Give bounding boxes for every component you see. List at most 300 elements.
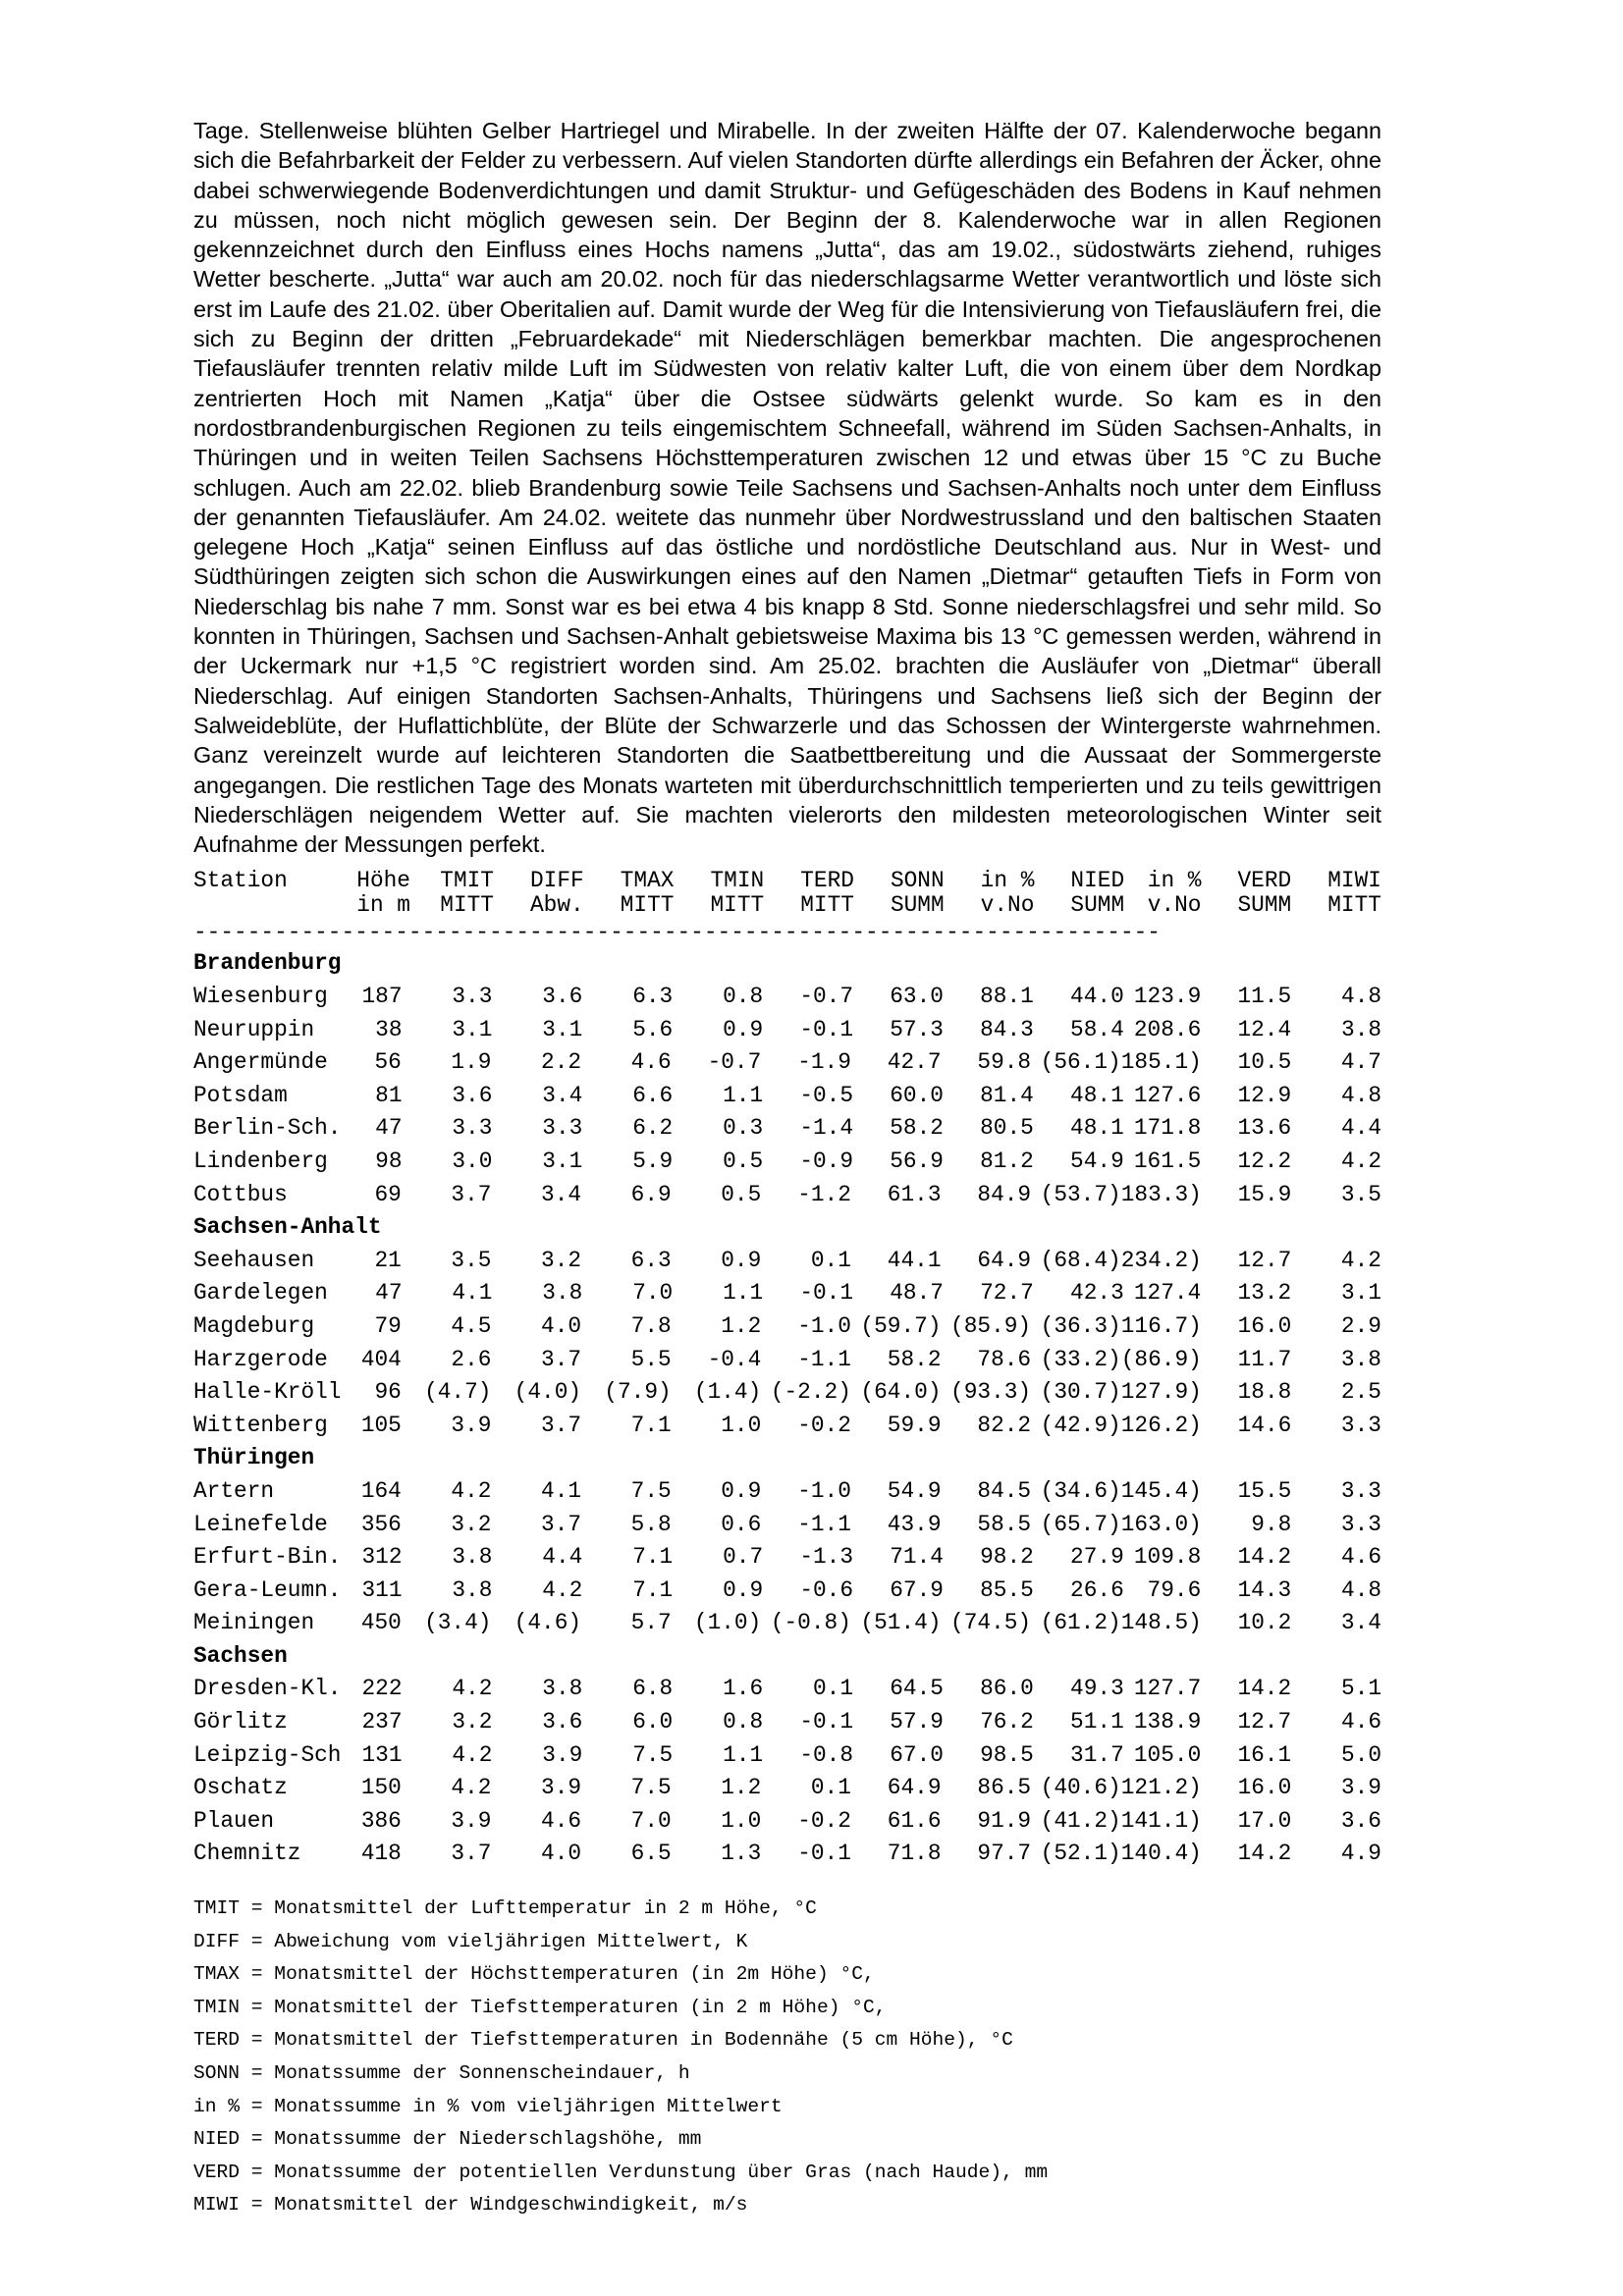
row-cell-3: 3.8	[542, 1280, 583, 1307]
row-cell-5: 1.1	[723, 1280, 764, 1307]
row-cell-7: 59.9	[887, 1412, 942, 1438]
legend-line: SONN = Monatssumme der Sonnenscheindauer, h	[193, 2062, 690, 2085]
header-1-cell-10: in %	[1147, 868, 1202, 894]
row-cell-6: -1.3	[799, 1544, 854, 1571]
legend-line: VERD = Monatssumme der potentiellen Verdunstung über Gras (nach Haude), mm	[193, 2161, 1049, 2183]
header-2-cell-3: Abw.	[530, 892, 584, 919]
row-cell-3: 4.4	[542, 1544, 583, 1571]
row-cell-10: 138.9	[1133, 1709, 1202, 1735]
table-row	[193, 1805, 1381, 1839]
table-row	[193, 1838, 1381, 1871]
row-cell-0: Leipzig-Sch	[193, 1741, 342, 1768]
header-2-cell-8: v.No	[980, 892, 1035, 919]
row-cell-11: 17.0	[1237, 1807, 1292, 1834]
row-cell-9: (33.2)	[1040, 1346, 1121, 1372]
row-cell-2: 4.2	[452, 1741, 493, 1768]
row-cell-3: 3.4	[542, 1082, 583, 1108]
table-row	[193, 1706, 1381, 1739]
row-cell-1: 386	[360, 1807, 402, 1834]
row-cell-10: 208.6	[1133, 1016, 1202, 1042]
row-cell-0: Potsdam	[193, 1082, 288, 1108]
table-header-row-2	[193, 893, 1381, 918]
row-cell-9: 58.4	[1070, 1016, 1124, 1042]
row-cell-5: 0.5	[723, 1148, 764, 1174]
row-cell-1: 237	[361, 1709, 403, 1735]
row-cell-7: 67.9	[890, 1576, 944, 1603]
row-cell-10: 141.1)	[1120, 1807, 1202, 1834]
row-cell-1: 105	[360, 1412, 402, 1438]
header-1-cell-9: NIED	[1070, 868, 1125, 894]
row-cell-4: 5.5	[630, 1346, 672, 1372]
row-cell-5: 1.1	[723, 1741, 764, 1768]
row-cell-7: 63.0	[890, 984, 944, 1010]
row-cell-5: (1.0)	[693, 1610, 762, 1636]
row-cell-2: 1.9	[451, 1049, 492, 1076]
row-cell-9: 49.3	[1070, 1676, 1124, 1702]
table-row	[193, 1080, 1381, 1113]
row-cell-8: 88.1	[980, 984, 1034, 1010]
legend-line: MIWI = Monatsmittel der Windgeschwindigkeit, m/s	[193, 2194, 748, 2216]
row-cell-1: 96	[374, 1379, 402, 1406]
row-cell-3: 4.1	[541, 1477, 582, 1504]
row-cell-11: 11.7	[1237, 1346, 1292, 1372]
row-cell-11: 14.6	[1237, 1412, 1292, 1438]
row-cell-0: Erfurt-Bin.	[193, 1544, 342, 1571]
row-cell-1: 69	[374, 1181, 402, 1207]
row-cell-8: (74.5)	[950, 1610, 1032, 1636]
row-cell-4: 6.3	[630, 1247, 672, 1273]
row-cell-6: -1.1	[797, 1346, 851, 1372]
row-cell-5: 1.3	[721, 1841, 762, 1867]
row-cell-10: 161.5	[1133, 1148, 1202, 1174]
row-cell-11: 13.2	[1237, 1280, 1292, 1307]
row-cell-2: 4.2	[452, 1676, 493, 1702]
row-cell-8: 81.2	[980, 1148, 1034, 1174]
header-1-cell-3: DIFF	[530, 868, 584, 894]
row-cell-0: Lindenberg	[193, 1148, 328, 1174]
row-cell-6: -0.9	[799, 1148, 854, 1174]
row-cell-4: 7.5	[630, 1477, 672, 1504]
row-cell-5: 0.3	[723, 1115, 764, 1142]
row-cell-1: 38	[375, 1016, 403, 1042]
row-cell-7: 48.7	[890, 1280, 944, 1307]
row-cell-1: 404	[360, 1346, 402, 1372]
header-1-cell-8: in %	[980, 868, 1035, 894]
row-cell-2: 3.9	[451, 1807, 492, 1834]
row-cell-4: 5.8	[630, 1511, 672, 1537]
table-row	[193, 981, 1381, 1014]
legend-line: in % = Monatssumme in % vom vieljährigen Mittelwert	[193, 2095, 783, 2117]
document-page	[193, 116, 1381, 2222]
row-cell-4: 7.1	[632, 1544, 674, 1571]
row-cell-5: 0.9	[721, 1477, 762, 1504]
row-cell-9: 48.1	[1070, 1115, 1124, 1142]
row-cell-4: 6.6	[632, 1082, 674, 1108]
row-cell-6: -0.5	[799, 1082, 854, 1108]
row-cell-4: 7.8	[630, 1312, 672, 1339]
row-cell-7: 58.2	[887, 1346, 942, 1372]
row-cell-4: 5.6	[632, 1016, 674, 1042]
row-cell-11: 12.7	[1237, 1247, 1292, 1273]
row-cell-12: 4.6	[1341, 1709, 1382, 1735]
row-cell-2: 3.7	[451, 1841, 492, 1867]
row-cell-9: (65.7)	[1040, 1511, 1121, 1537]
row-cell-11: 14.3	[1237, 1576, 1292, 1603]
header-1-cell-1: Höhe	[356, 868, 410, 894]
row-cell-2: 3.1	[452, 1016, 493, 1042]
row-cell-10: 148.5)	[1120, 1610, 1202, 1636]
row-cell-12: 2.9	[1340, 1312, 1381, 1339]
row-cell-10: 105.0	[1133, 1741, 1202, 1768]
row-cell-2: 4.2	[451, 1775, 492, 1801]
row-cell-12: 3.9	[1340, 1775, 1381, 1801]
row-cell-1: 79	[374, 1312, 402, 1339]
row-cell-5: 1.0	[721, 1412, 762, 1438]
row-cell-0: Görlitz	[193, 1709, 288, 1735]
region-heading: Sachsen	[193, 1642, 288, 1669]
row-cell-2: 3.8	[452, 1576, 493, 1603]
row-cell-2: (3.4)	[424, 1610, 492, 1636]
row-cell-11: 16.0	[1237, 1775, 1292, 1801]
table-row	[193, 1575, 1381, 1608]
row-cell-4: (7.9)	[604, 1379, 672, 1406]
row-cell-12: 3.3	[1340, 1412, 1381, 1438]
row-cell-12: 3.3	[1340, 1511, 1381, 1537]
table-header-row-1	[193, 869, 1381, 893]
row-cell-9: (52.1)	[1040, 1841, 1121, 1867]
weather-table	[193, 869, 1381, 1871]
row-cell-7: 57.3	[890, 1016, 944, 1042]
row-cell-0: Artern	[193, 1477, 275, 1504]
row-cell-4: 6.3	[632, 984, 674, 1010]
row-cell-1: 418	[360, 1841, 402, 1867]
row-cell-2: 3.2	[452, 1709, 493, 1735]
row-cell-0: Leinefelde	[193, 1511, 328, 1537]
row-cell-4: 6.2	[632, 1115, 674, 1142]
row-cell-8: 85.5	[980, 1576, 1034, 1603]
header-2-cell-2: MITT	[440, 892, 494, 919]
row-cell-2: 2.6	[451, 1346, 492, 1372]
row-cell-3: 4.0	[541, 1841, 582, 1867]
table-row	[193, 1772, 1381, 1805]
row-cell-9: (30.7)	[1040, 1379, 1121, 1406]
table-row	[193, 1410, 1381, 1443]
row-cell-10: 109.8	[1133, 1544, 1202, 1571]
row-cell-11: 11.5	[1237, 984, 1292, 1010]
header-2-cell-5: MITT	[710, 892, 765, 919]
row-cell-6: -0.2	[797, 1807, 851, 1834]
header-2-cell-10: v.No	[1147, 892, 1202, 919]
row-cell-11: 9.8	[1251, 1511, 1292, 1537]
legend-line: TERD = Monatsmittel der Tiefsttemperaturen in Bodennähe (5 cm Höhe), °C	[193, 2029, 1013, 2052]
row-cell-11: 12.7	[1237, 1709, 1292, 1735]
table-row	[193, 1277, 1381, 1310]
row-cell-4: 6.9	[630, 1181, 672, 1207]
table-row	[193, 1344, 1381, 1377]
row-cell-11: 16.0	[1237, 1312, 1292, 1339]
row-cell-9: (36.3)	[1040, 1312, 1121, 1339]
row-cell-5: 1.6	[723, 1676, 764, 1702]
row-cell-8: 78.6	[977, 1346, 1032, 1372]
row-cell-3: 2.2	[541, 1049, 582, 1076]
row-cell-7: 58.2	[890, 1115, 944, 1142]
row-cell-4: 6.8	[632, 1676, 674, 1702]
row-cell-6: -0.2	[797, 1412, 851, 1438]
row-cell-3: 3.8	[542, 1676, 583, 1702]
region-heading: Brandenburg	[193, 950, 342, 977]
row-cell-6: -0.7	[799, 984, 854, 1010]
row-cell-10: 126.2)	[1120, 1412, 1202, 1438]
row-cell-6: -0.6	[799, 1576, 854, 1603]
row-cell-7: 61.3	[887, 1181, 942, 1207]
row-cell-8: 76.2	[980, 1709, 1034, 1735]
row-cell-9: (40.6)	[1040, 1775, 1121, 1801]
row-cell-8: 86.0	[980, 1676, 1034, 1702]
row-cell-3: 3.2	[541, 1247, 582, 1273]
table-row	[193, 1146, 1381, 1179]
row-cell-1: 150	[360, 1775, 402, 1801]
header-1-cell-7: SONN	[890, 868, 945, 894]
row-cell-12: 4.4	[1341, 1115, 1382, 1142]
header-2-cell-12: MITT	[1327, 892, 1381, 919]
header-1-cell-5: TMIN	[710, 868, 765, 894]
table-row	[193, 1376, 1381, 1410]
row-cell-1: 47	[375, 1115, 403, 1142]
row-cell-10: 183.3)	[1120, 1181, 1202, 1207]
row-cell-11: 15.5	[1237, 1477, 1292, 1504]
row-cell-4: 4.6	[630, 1049, 672, 1076]
row-cell-2: 3.7	[451, 1181, 492, 1207]
row-cell-8: 97.7	[977, 1841, 1032, 1867]
row-cell-5: 0.7	[723, 1544, 764, 1571]
row-cell-8: 59.8	[977, 1049, 1032, 1076]
row-cell-12: 4.6	[1341, 1544, 1382, 1571]
row-cell-7: 54.9	[887, 1477, 942, 1504]
row-cell-5: 1.1	[723, 1082, 764, 1108]
row-cell-4: 7.1	[630, 1412, 672, 1438]
row-cell-0: Cottbus	[193, 1181, 288, 1207]
table-header	[193, 869, 1381, 918]
row-cell-4: 5.9	[632, 1148, 674, 1174]
row-cell-2: 3.8	[452, 1544, 493, 1571]
row-cell-7: 44.1	[887, 1247, 942, 1273]
table-row	[193, 1245, 1381, 1278]
row-cell-7: 67.0	[890, 1741, 944, 1768]
header-1-cell-11: VERD	[1237, 868, 1292, 894]
row-cell-2: 3.2	[451, 1511, 492, 1537]
legend-line: DIFF = Abweichung vom vieljährigen Mittelwert, K	[193, 1930, 748, 1952]
row-cell-6: -0.1	[799, 1280, 854, 1307]
row-cell-6: -1.0	[797, 1312, 851, 1339]
table-row	[193, 1509, 1381, 1542]
row-cell-11: 18.8	[1237, 1379, 1292, 1406]
row-cell-11: 12.2	[1237, 1148, 1292, 1174]
row-cell-5: 0.5	[721, 1181, 762, 1207]
row-cell-6: -1.1	[797, 1511, 851, 1537]
header-2-cell-1: in m	[356, 892, 410, 919]
row-cell-7: (51.4)	[860, 1610, 942, 1636]
row-cell-3: 3.9	[541, 1775, 582, 1801]
row-cell-3: 3.3	[542, 1115, 583, 1142]
row-cell-8: 72.7	[980, 1280, 1034, 1307]
row-cell-12: 3.6	[1340, 1807, 1381, 1834]
row-cell-11: 12.4	[1237, 1016, 1292, 1042]
row-cell-3: 3.7	[541, 1346, 582, 1372]
row-cell-4: 6.5	[630, 1841, 672, 1867]
row-cell-0: Plauen	[193, 1807, 275, 1834]
row-cell-8: 82.2	[977, 1412, 1032, 1438]
header-2-cell-4: MITT	[620, 892, 675, 919]
row-cell-10: 127.7	[1133, 1676, 1202, 1702]
row-cell-6: (-2.2)	[770, 1379, 851, 1406]
row-cell-8: (85.9)	[950, 1312, 1032, 1339]
row-cell-10: 79.6	[1147, 1576, 1202, 1603]
row-cell-8: 58.5	[977, 1511, 1032, 1537]
header-1-cell-2: TMIT	[440, 868, 494, 894]
row-cell-2: 3.3	[452, 1115, 493, 1142]
row-cell-9: (56.1)	[1040, 1049, 1121, 1076]
row-cell-11: 13.6	[1237, 1115, 1292, 1142]
row-cell-0: Gera-Leumn.	[193, 1576, 342, 1603]
row-cell-0: Halle-Kröll	[193, 1379, 342, 1406]
row-cell-10: 127.4	[1133, 1280, 1202, 1307]
row-cell-5: 0.9	[721, 1247, 762, 1273]
row-cell-6: 0.1	[813, 1676, 854, 1702]
row-cell-9: (34.6)	[1040, 1477, 1121, 1504]
row-cell-7: 57.9	[890, 1709, 944, 1735]
row-cell-10: 127.9)	[1120, 1379, 1202, 1406]
row-cell-8: 84.9	[977, 1181, 1032, 1207]
row-cell-2: 3.3	[452, 984, 493, 1010]
table-row	[193, 1673, 1381, 1706]
row-cell-0: Wiesenburg	[193, 984, 328, 1010]
row-cell-0: Oschatz	[193, 1775, 288, 1801]
legend	[193, 1893, 1381, 2222]
header-1-cell-4: TMAX	[620, 868, 675, 894]
row-cell-6: -1.4	[799, 1115, 854, 1142]
row-cell-1: 187	[361, 984, 403, 1010]
row-cell-8: 86.5	[977, 1775, 1032, 1801]
row-cell-3: 3.6	[542, 1709, 583, 1735]
table-row	[193, 1475, 1381, 1509]
row-cell-12: 3.4	[1340, 1610, 1381, 1636]
row-cell-8: 98.5	[980, 1741, 1034, 1768]
row-cell-1: 312	[361, 1544, 403, 1571]
row-cell-0: Berlin-Sch.	[193, 1115, 342, 1142]
header-1-cell-6: TERD	[800, 868, 854, 894]
row-cell-11: 10.5	[1237, 1049, 1292, 1076]
row-cell-11: 15.9	[1237, 1181, 1292, 1207]
row-cell-2: 4.5	[451, 1312, 492, 1339]
region-heading: Sachsen-Anhalt	[193, 1214, 382, 1241]
table-row	[193, 1541, 1381, 1575]
row-cell-9: (61.2)	[1040, 1610, 1121, 1636]
row-cell-11: 14.2	[1237, 1841, 1292, 1867]
row-cell-6: (-0.8)	[770, 1610, 851, 1636]
row-cell-8: 81.4	[980, 1082, 1034, 1108]
row-cell-0: Meiningen	[193, 1610, 315, 1636]
header-2-cell-0	[193, 893, 356, 918]
row-cell-0: Chemnitz	[193, 1841, 301, 1867]
header-1-cell-12: MIWI	[1327, 868, 1381, 894]
row-cell-7: (64.0)	[860, 1379, 942, 1406]
row-cell-12: 3.8	[1341, 1016, 1382, 1042]
row-cell-2: 3.9	[451, 1412, 492, 1438]
legend-line: TMIT = Monatsmittel der Lufttemperatur in 2 m Höhe, °C	[193, 1897, 817, 1920]
row-cell-0: Seehausen	[193, 1247, 315, 1273]
row-cell-10: 185.1)	[1120, 1049, 1202, 1076]
row-cell-12: 2.5	[1340, 1379, 1381, 1406]
row-cell-9: 26.6	[1070, 1576, 1124, 1603]
row-cell-7: 64.9	[887, 1775, 942, 1801]
row-cell-9: 31.7	[1070, 1741, 1124, 1768]
row-cell-8: (93.3)	[950, 1379, 1032, 1406]
row-cell-1: 311	[361, 1576, 403, 1603]
row-cell-9: (42.9)	[1040, 1412, 1121, 1438]
row-cell-5: 0.9	[723, 1576, 764, 1603]
row-cell-9: 27.9	[1070, 1544, 1124, 1571]
row-cell-6: -0.8	[799, 1741, 854, 1768]
row-cell-6: -0.1	[797, 1841, 851, 1867]
row-cell-9: (41.2)	[1040, 1807, 1121, 1834]
row-cell-6: -1.9	[797, 1049, 851, 1076]
row-cell-0: Harzgerode	[193, 1346, 328, 1372]
table-row	[193, 1112, 1381, 1146]
row-cell-7: 64.5	[890, 1676, 944, 1702]
row-cell-6: -1.0	[797, 1477, 851, 1504]
row-cell-0: Magdeburg	[193, 1312, 315, 1339]
row-cell-8: 91.9	[977, 1807, 1032, 1834]
row-cell-1: 21	[374, 1247, 402, 1273]
row-cell-7: 71.8	[887, 1841, 942, 1867]
row-cell-10: (86.9)	[1120, 1346, 1202, 1372]
table-row	[193, 1607, 1381, 1640]
legend-line: TMAX = Monatsmittel der Höchsttemperaturen (in 2m Höhe) °C,	[193, 1963, 875, 1986]
row-cell-11: 10.2	[1237, 1610, 1292, 1636]
row-cell-1: 164	[360, 1477, 402, 1504]
row-cell-4: 7.0	[632, 1280, 674, 1307]
region-heading: Thüringen	[193, 1445, 315, 1471]
table-row	[193, 1046, 1381, 1080]
row-cell-5: (1.4)	[693, 1379, 762, 1406]
row-cell-3: 3.1	[542, 1016, 583, 1042]
row-cell-1: 131	[361, 1741, 403, 1768]
row-cell-9: 48.1	[1070, 1082, 1124, 1108]
row-cell-8: 84.5	[977, 1477, 1032, 1504]
row-cell-12: 5.1	[1341, 1676, 1382, 1702]
row-cell-12: 3.1	[1341, 1280, 1382, 1307]
row-cell-3: 3.7	[541, 1412, 582, 1438]
row-cell-12: 3.3	[1340, 1477, 1381, 1504]
row-cell-7: 71.4	[890, 1544, 944, 1571]
header-2-cell-6: MITT	[800, 892, 854, 919]
legend-line: TMIN = Monatsmittel der Tiefsttemperaturen (in 2 m Höhe) °C,	[193, 1996, 887, 2018]
row-cell-9: 51.1	[1070, 1709, 1124, 1735]
table-row	[193, 1310, 1381, 1344]
header-1-cell-0: Station	[193, 868, 288, 894]
row-cell-12: 3.5	[1340, 1181, 1381, 1207]
row-cell-12: 3.8	[1340, 1346, 1381, 1372]
row-cell-10: 171.8	[1133, 1115, 1202, 1142]
row-cell-10: 121.2)	[1120, 1775, 1202, 1801]
row-cell-7: 42.7	[887, 1049, 942, 1076]
row-cell-1: 98	[375, 1148, 403, 1174]
row-cell-10: 163.0)	[1120, 1511, 1202, 1537]
row-cell-4: 7.1	[632, 1576, 674, 1603]
row-cell-3: 3.4	[541, 1181, 582, 1207]
row-cell-4: 6.0	[632, 1709, 674, 1735]
header-2-cell-7: SUMM	[890, 892, 945, 919]
